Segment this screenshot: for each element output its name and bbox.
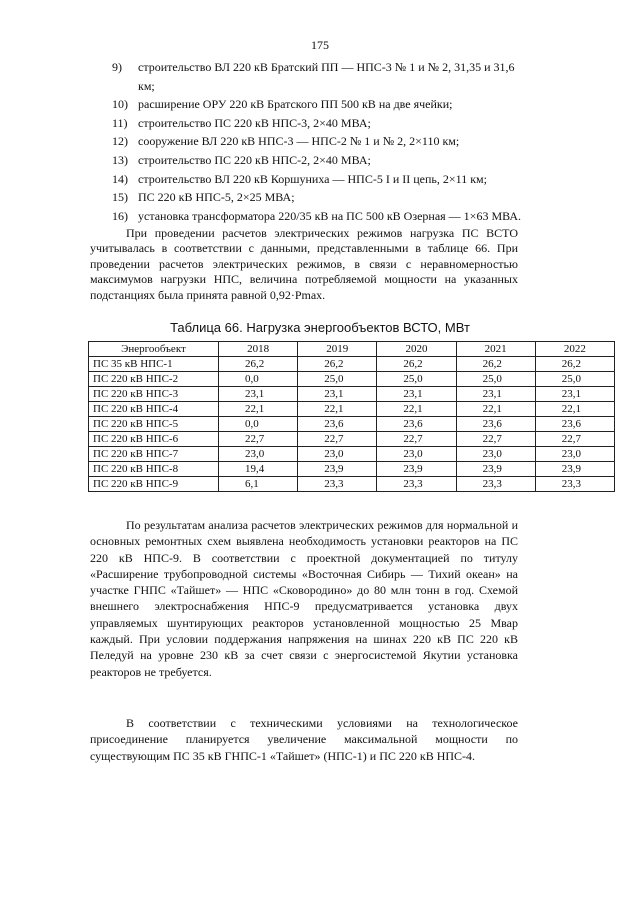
load-value-cell: 23,1 xyxy=(298,387,377,402)
load-value-cell: 22,7 xyxy=(377,432,456,447)
page-number: 175 xyxy=(311,38,329,52)
load-value-cell: 23,9 xyxy=(377,462,456,477)
table-row xyxy=(89,462,615,477)
load-value-cell: 23,0 xyxy=(219,447,298,462)
list-item xyxy=(112,151,530,170)
list-item-number: 10) xyxy=(112,97,128,112)
list-item-number: 16) xyxy=(112,208,128,223)
load-value-cell: 23,1 xyxy=(456,387,535,402)
load-value-cell: 23,6 xyxy=(377,417,456,432)
load-value-cell: 23,6 xyxy=(298,417,377,432)
energy-object-cell: ПС 220 кВ НПС-7 xyxy=(89,447,219,462)
list-item-number: 15) xyxy=(112,190,128,205)
table-header-row xyxy=(89,342,615,357)
list-item-text: строительство ВЛ 220 кВ Братский ПП — НПС-3 № 1 и № 2, 31,35 и 31,6 км; xyxy=(138,60,515,93)
table-row xyxy=(89,477,615,492)
column-header: 2019 xyxy=(298,342,377,357)
energy-object-cell: ПС 220 кВ НПС-4 xyxy=(89,402,219,417)
load-value-cell: 23,1 xyxy=(219,387,298,402)
load-value-cell: 25,0 xyxy=(298,372,377,387)
list-item-number: 14) xyxy=(112,171,128,186)
paragraph-reactors: По результатам анализа расчетов электрических режимов для нормальной и основных ремонтных схем выявлена необходимость установки реакторов на ПС 220 кВ НПС-9. В соответствии с проектной документацией по титулу «Расширение трубопроводной системы «Восточная Сибирь — Тихий океан» на участке ГНПС «Тайшет» — НПС «Сковородино» до 80 млн тонн в год. Схемой внешнего электроснабжения НПС-9 предусматривается установка двух управляемых шунтирующих реакторов установленной мощностью 25 Мвар каждый. При условии поддержания напряжения на шинах 220 кВ ПС 220 кВ Пеледуй на уровне 230 кВ за счет связи с энергосистемой Якутии установка реакторов не требуется. xyxy=(90,518,518,679)
column-header: 2020 xyxy=(377,342,456,357)
list-item xyxy=(112,207,530,226)
load-value-cell: 25,0 xyxy=(377,372,456,387)
paragraph-load-calculation: При проведении расчетов электрических режимов нагрузка ПС ВСТО учитывалась в соответствии с данными, представленными в таблице 66. При проведении расчетов электрических режимов, в связи с неравномерностью максимумов нагрузки НПС, величина потребляемой мощности на указанных подстанциях была принята равной 0,92·Pmax. xyxy=(90,226,518,302)
list-item-text: строительство ПС 220 кВ НПС-3, 2×40 МВА; xyxy=(138,115,371,130)
load-value-cell: 22,1 xyxy=(456,402,535,417)
list-item xyxy=(112,188,530,207)
load-value-cell: 23,9 xyxy=(298,462,377,477)
load-value-cell: 23,0 xyxy=(298,447,377,462)
load-value-cell: 19,4 xyxy=(219,462,298,477)
load-value-cell: 22,7 xyxy=(456,432,535,447)
table-row xyxy=(89,417,615,432)
table-caption: Таблица 66. Нагрузка энергообъектов ВСТО, МВт xyxy=(170,320,470,335)
load-value-cell: 23,6 xyxy=(535,417,614,432)
energy-object-cell: ПС 220 кВ НПС-2 xyxy=(89,372,219,387)
construction-list xyxy=(112,58,530,225)
load-value-cell: 23,3 xyxy=(298,477,377,492)
list-item xyxy=(112,132,530,151)
load-value-cell: 23,0 xyxy=(377,447,456,462)
load-value-cell: 26,2 xyxy=(535,357,614,372)
energy-object-cell: ПС 35 кВ НПС-1 xyxy=(89,357,219,372)
load-value-cell: 26,2 xyxy=(377,357,456,372)
list-item-text: строительство ПС 220 кВ НПС-2, 2×40 МВА; xyxy=(138,152,371,167)
load-value-cell: 22,7 xyxy=(535,432,614,447)
load-value-cell: 22,1 xyxy=(377,402,456,417)
load-value-cell: 22,7 xyxy=(298,432,377,447)
list-item xyxy=(112,114,530,133)
list-item xyxy=(112,95,530,114)
load-value-cell: 22,7 xyxy=(219,432,298,447)
load-value-cell: 22,1 xyxy=(219,402,298,417)
paragraph-connection: В соответствии с техническими условиями на технологическое присоединение планируется увеличение максимальной мощности по существующим ПС 35 кВ ГНПС-1 «Тайшет» (НПС-1) и ПС 220 кВ НПС-4. xyxy=(90,716,518,763)
load-value-cell: 22,1 xyxy=(298,402,377,417)
column-header: 2021 xyxy=(456,342,535,357)
column-header: Энергообъект xyxy=(89,342,219,357)
load-value-cell: 23,9 xyxy=(456,462,535,477)
energy-object-cell: ПС 220 кВ НПС-3 xyxy=(89,387,219,402)
list-item xyxy=(112,170,530,189)
column-header: 2022 xyxy=(535,342,614,357)
energy-object-cell: ПС 220 кВ НПС-5 xyxy=(89,417,219,432)
table-row xyxy=(89,357,615,372)
list-item-text: сооружение ВЛ 220 кВ НПС-3 — НПС-2 № 1 и № 2, 2×110 км; xyxy=(138,134,460,149)
energy-load-table xyxy=(88,341,615,492)
list-item-text: расширение ОРУ 220 кВ Братского ПП 500 кВ на две ячейки; xyxy=(138,97,453,112)
load-value-cell: 23,0 xyxy=(535,447,614,462)
table-row xyxy=(89,432,615,447)
load-value-cell: 23,9 xyxy=(535,462,614,477)
load-value-cell: 23,3 xyxy=(377,477,456,492)
list-item-number: 12) xyxy=(112,134,128,149)
list-item-number: 13) xyxy=(112,152,128,167)
list-item-number: 11) xyxy=(112,115,128,130)
load-value-cell: 0,0 xyxy=(219,417,298,432)
energy-object-cell: ПС 220 кВ НПС-9 xyxy=(89,477,219,492)
load-value-cell: 26,2 xyxy=(219,357,298,372)
table-row xyxy=(89,372,615,387)
load-value-cell: 23,3 xyxy=(456,477,535,492)
load-value-cell: 23,1 xyxy=(535,387,614,402)
energy-object-cell: ПС 220 кВ НПС-6 xyxy=(89,432,219,447)
load-value-cell: 22,1 xyxy=(535,402,614,417)
load-value-cell: 23,3 xyxy=(535,477,614,492)
load-value-cell: 26,2 xyxy=(298,357,377,372)
list-item xyxy=(112,58,530,95)
load-value-cell: 23,1 xyxy=(377,387,456,402)
table-row xyxy=(89,387,615,402)
list-item-text: установка трансформатора 220/35 кВ на ПС 500 кВ Озерная — 1×63 МВА. xyxy=(138,208,522,223)
load-value-cell: 25,0 xyxy=(456,372,535,387)
list-item-text: строительство ВЛ 220 кВ Коршуниха — НПС-5 I и II цепь, 2×11 км; xyxy=(138,171,487,186)
column-header: 2018 xyxy=(219,342,298,357)
table-row xyxy=(89,402,615,417)
list-item-number: 9) xyxy=(112,60,122,74)
load-value-cell: 23,0 xyxy=(456,447,535,462)
load-value-cell: 26,2 xyxy=(456,357,535,372)
table-row xyxy=(89,447,615,462)
load-value-cell: 25,0 xyxy=(535,372,614,387)
list-item-text: ПС 220 кВ НПС-5, 2×25 МВА; xyxy=(138,190,295,205)
table-body xyxy=(89,357,615,492)
load-value-cell: 23,6 xyxy=(456,417,535,432)
load-value-cell: 6,1 xyxy=(219,477,298,492)
energy-object-cell: ПС 220 кВ НПС-8 xyxy=(89,462,219,477)
load-value-cell: 0,0 xyxy=(219,372,298,387)
